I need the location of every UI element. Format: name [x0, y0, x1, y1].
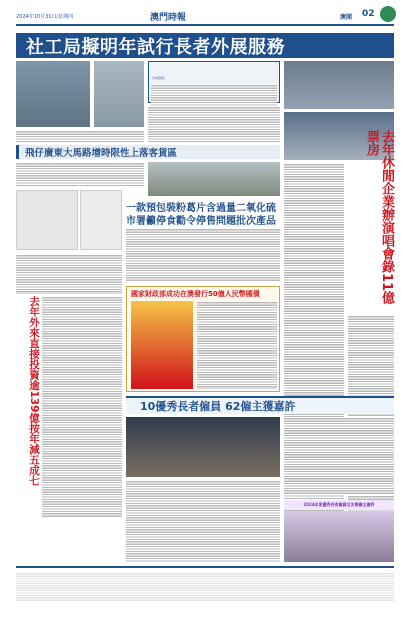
finance-graphic: [131, 301, 193, 389]
elders-body-a: [126, 480, 280, 562]
lead-body-2: [148, 106, 280, 142]
lead-lede-box: [148, 61, 280, 103]
lead-body-1: [16, 130, 144, 142]
header-rule: [16, 24, 394, 26]
footer-rule: [16, 566, 394, 568]
flyover-headline-box: [16, 145, 280, 159]
lead-photo-3: [284, 61, 394, 109]
elders-banner: [284, 500, 394, 510]
lead-headline-bar: [16, 33, 394, 58]
left-col-headline: 去年外來直接投資逾139億按年減五成七: [28, 296, 40, 486]
left-col-body-a: [16, 254, 122, 294]
co2-headline-2: 市署籲停食勸令停售問題批次產品: [126, 216, 276, 227]
flyover-headline: 飛仔廣東大馬路增時限性上落客貨區: [25, 148, 178, 159]
flyover-photo: [148, 162, 280, 196]
page-header: [0, 0, 410, 30]
lead-headline: 社工局擬明年試行長者外展服務: [26, 36, 285, 58]
footer-ad: [16, 572, 394, 602]
elders-photo-2: [284, 511, 394, 562]
masthead: 澳門時報: [150, 13, 187, 23]
finance-body: [197, 301, 277, 389]
elders-banner-text: 2024年度優秀長者僱員及友善僱主嘉許: [303, 502, 375, 507]
elders-photo: [126, 417, 280, 477]
header-date: 2024年10月31日/星期四: [16, 14, 74, 20]
elders-body-b: [284, 417, 394, 495]
co2-photo-2: [80, 190, 122, 250]
left-col-body-b: [42, 296, 122, 518]
flyover-body: [16, 162, 144, 186]
lead-lede-prefix: 【本報訊】: [151, 76, 167, 80]
lotus-logo-icon: [380, 6, 396, 22]
finance-headline: 國家財政部成功在澳發行50億人民幣國債: [131, 290, 260, 298]
section-label: 澳聞: [340, 14, 353, 21]
elders-headline: 10優秀長者僱員 62僱主獲嘉許: [140, 400, 296, 413]
co2-photo: [16, 190, 78, 250]
page-number: 02: [362, 9, 375, 19]
co2-headline-1: 一款預包裝粉葛片含過量二氧化硫: [126, 203, 276, 214]
elders-headline-box: [126, 396, 394, 414]
right-col-headline: 去年休閒企業辦演唱會錄11億票房: [364, 130, 394, 305]
co2-body: [126, 228, 280, 282]
finance-box: [126, 286, 280, 392]
